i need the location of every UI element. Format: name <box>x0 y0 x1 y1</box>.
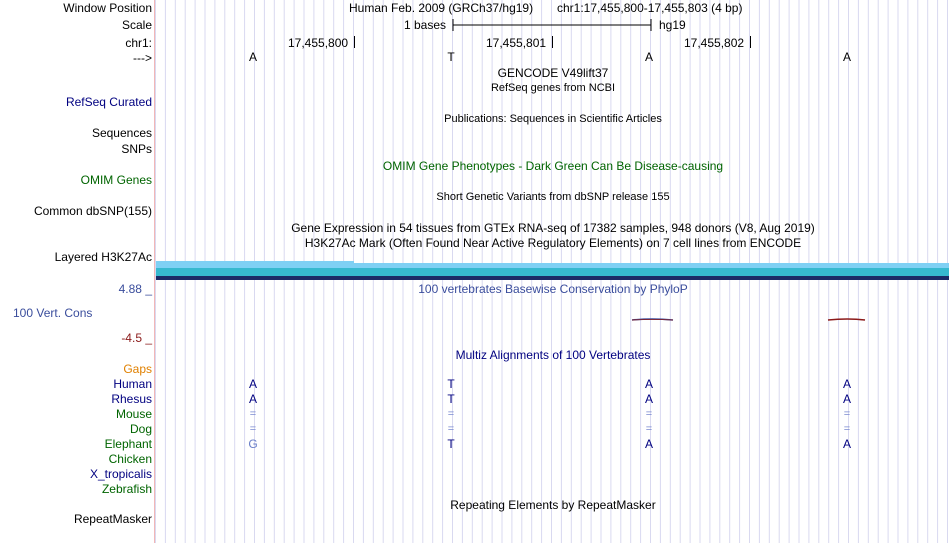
cons-label[interactable]: 100 Vert. Cons <box>13 306 93 320</box>
alignment-base: T <box>447 392 455 406</box>
alignment-base: = <box>843 408 851 420</box>
ref-base-3: A <box>644 50 653 64</box>
scale-db: hg19 <box>659 18 686 32</box>
h3k27-signal-mid <box>156 268 949 276</box>
refseq-label[interactable]: RefSeq Curated <box>65 95 152 109</box>
alignment-base: T <box>447 437 455 451</box>
alignment-base: = <box>447 408 455 420</box>
cons-max-label: 4.88 _ <box>118 282 152 296</box>
ref-base-2: T <box>447 50 455 64</box>
species-label-mouse[interactable]: Mouse <box>115 407 152 421</box>
snps-label[interactable]: SNPs <box>121 142 152 156</box>
publications-track-title[interactable]: Publications: Sequences in Scientific Articles <box>444 113 662 125</box>
alignment-base: A <box>842 392 851 406</box>
alignment-base: T <box>447 377 455 391</box>
h3k27-signal-dark <box>156 276 949 280</box>
h3k27-track-title[interactable]: H3K27Ac Mark (Often Found Near Active Regulatory Elements) on 7 cell lines from ENCODE <box>304 236 802 250</box>
omim-track-title[interactable]: OMIM Gene Phenotypes - Dark Green Can Be Disease-causing <box>382 159 724 173</box>
cons-track-title[interactable]: 100 vertebrates Basewise Conservation by PhyloP <box>418 282 688 296</box>
ref-base-4: A <box>842 50 851 64</box>
alignment-base: = <box>843 423 851 435</box>
chrom-label[interactable]: chr1: <box>125 36 152 50</box>
alignment-base: A <box>644 437 653 451</box>
coord-tick-2 <box>552 36 553 48</box>
alignment-base: = <box>249 408 257 420</box>
coord-1: 17,455,800 <box>288 36 349 50</box>
ref-base-1: A <box>248 50 257 64</box>
dbsnp-label[interactable]: Common dbSNP(155) <box>33 204 152 218</box>
species-label-human[interactable]: Human <box>113 377 152 391</box>
alignment-base: = <box>249 423 257 435</box>
repeat-label[interactable]: RepeatMasker <box>73 512 152 526</box>
position-text[interactable]: chr1:17,455,800-17,455,803 (4 bp) <box>557 1 743 15</box>
repeat-track-title[interactable]: Repeating Elements by RepeatMasker <box>450 498 656 512</box>
gaps-label[interactable]: Gaps <box>123 362 152 376</box>
scale-label[interactable]: Scale <box>121 18 152 32</box>
window-position-label[interactable]: Window Position <box>63 1 152 15</box>
alignment-base: = <box>645 423 653 435</box>
strand-label[interactable]: ---> <box>133 51 152 65</box>
alignment-base: G <box>248 437 258 451</box>
alignment-base: = <box>645 408 653 420</box>
species-label-elephant[interactable]: Elephant <box>104 437 152 451</box>
cons-min-label: -4.5 _ <box>121 331 152 345</box>
label-divider <box>154 0 155 543</box>
coord-2: 17,455,801 <box>486 36 547 50</box>
species-label-chicken[interactable]: Chicken <box>108 452 152 466</box>
alignment-base: A <box>248 392 257 406</box>
gencode-track-title[interactable]: GENCODE V49lift37 <box>497 66 609 80</box>
scale-text: 1 bases <box>404 18 447 32</box>
species-label-zebrafish[interactable]: Zebrafish <box>101 482 152 496</box>
multiz-track-title[interactable]: Multiz Alignments of 100 Vertebrates <box>455 348 651 362</box>
omim-label[interactable]: OMIM Genes <box>80 173 152 187</box>
assembly-text[interactable]: Human Feb. 2009 (GRCh37/hg19) <box>349 1 534 15</box>
alignment-base: A <box>644 377 653 391</box>
alignment-base: = <box>447 423 455 435</box>
alignment-base: A <box>842 377 851 391</box>
species-label-dog[interactable]: Dog <box>129 422 152 436</box>
alignment-base: A <box>842 437 851 451</box>
coord-3: 17,455,802 <box>684 36 745 50</box>
coord-tick-3 <box>750 36 751 48</box>
coord-tick-1 <box>354 36 355 48</box>
refseq-track-title[interactable]: RefSeq genes from NCBI <box>490 82 616 94</box>
alignment-base: A <box>248 377 257 391</box>
dbsnp-track-title[interactable]: Short Genetic Variants from dbSNP release 155 <box>436 191 670 203</box>
scale-bar <box>452 18 652 32</box>
species-label-rhesus[interactable]: Rhesus <box>111 392 152 406</box>
h3k27-label[interactable]: Layered H3K27Ac <box>54 250 152 264</box>
gtex-track-title[interactable]: Gene Expression in 54 tissues from GTEx RNA-seq of 17382 samples, 948 donors (V8, Aug 2019) <box>291 221 815 235</box>
species-label-x_tropicalis[interactable]: X_tropicalis <box>89 467 152 481</box>
cons-signal <box>620 314 880 326</box>
alignment-base: A <box>644 392 653 406</box>
sequences-label[interactable]: Sequences <box>91 126 152 140</box>
